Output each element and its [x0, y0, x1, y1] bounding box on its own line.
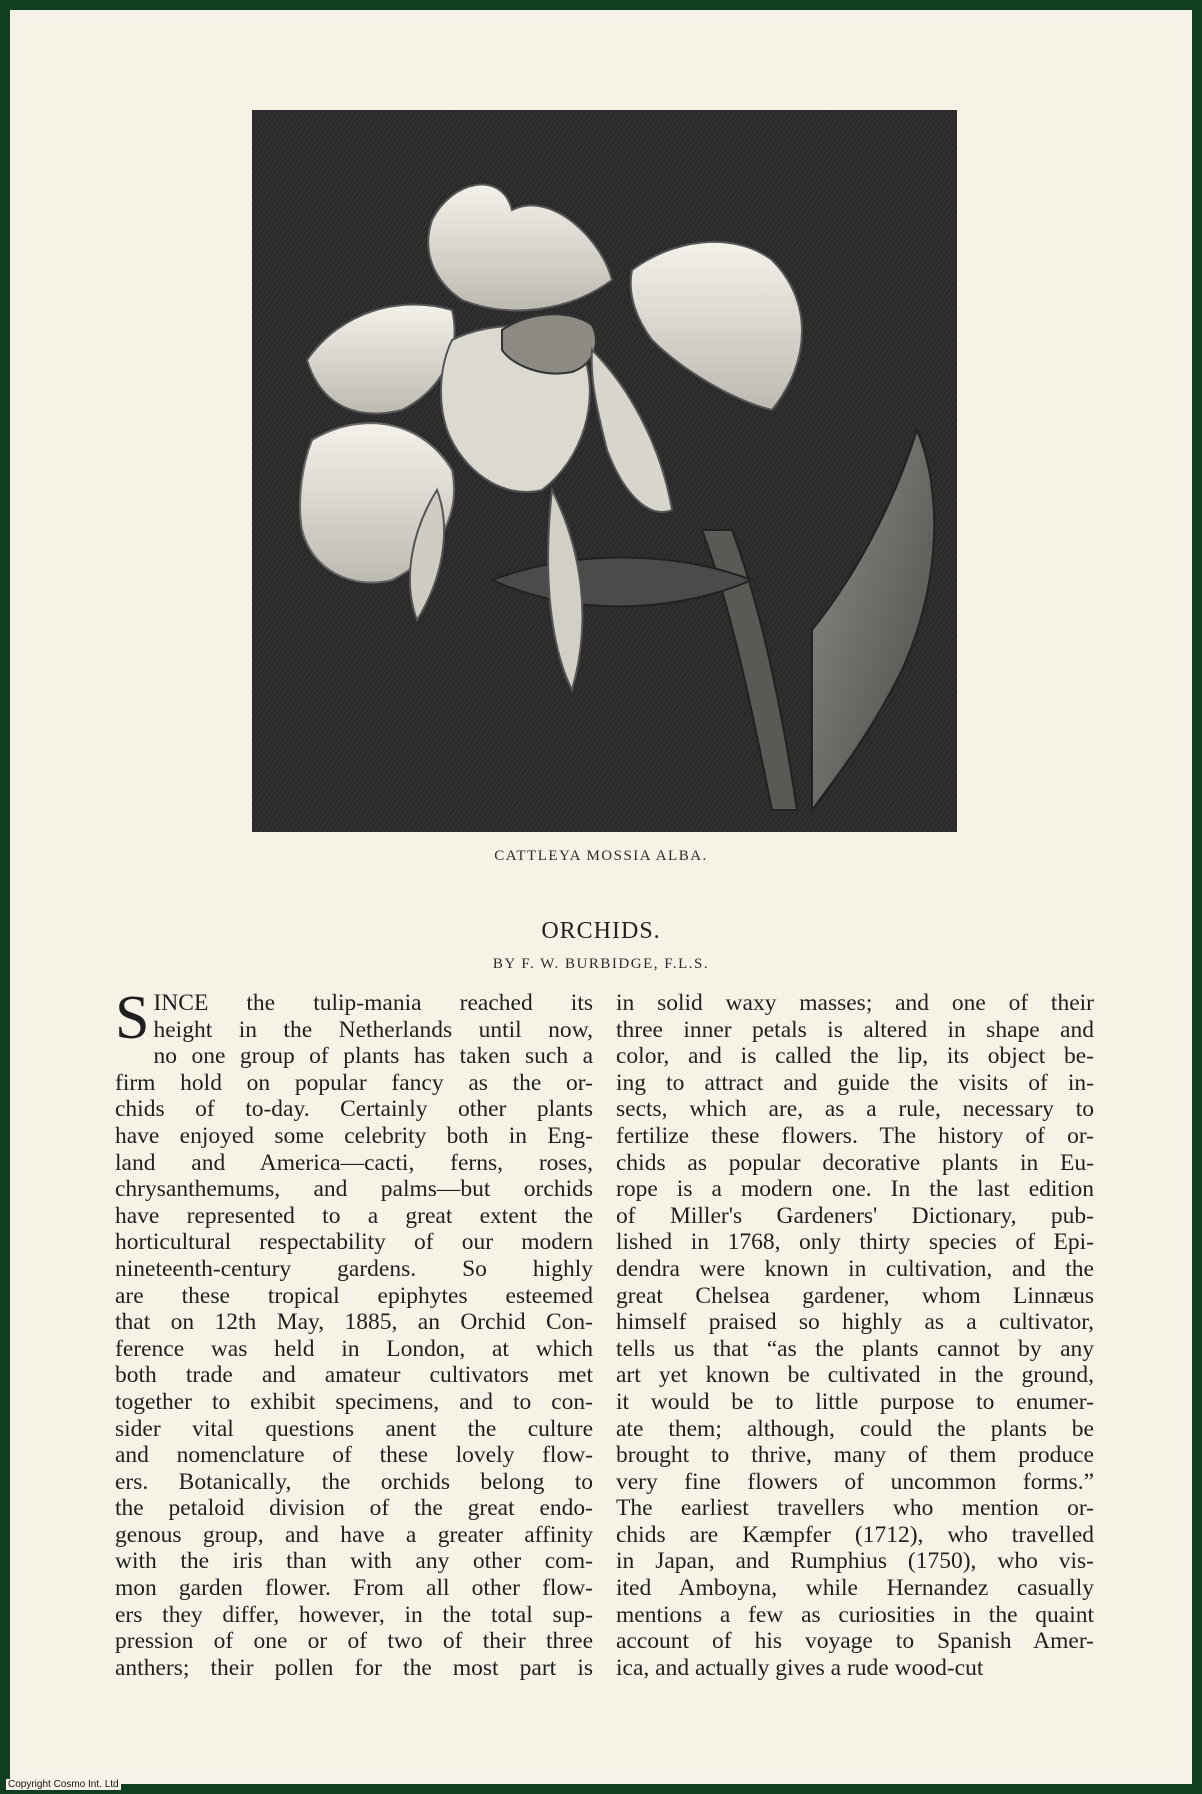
- article-title: ORCHIDS.: [541, 918, 661, 944]
- text-line: ited Amboyna, while Hernandez casually: [616, 1575, 1094, 1602]
- text-line: lished in 1768, only thirty species of Epi-: [616, 1229, 1094, 1256]
- text-line: brought to thrive, many of them produce: [616, 1442, 1094, 1469]
- text-line: sider vital questions anent the culture: [115, 1415, 593, 1442]
- orchid-illustration: [252, 110, 957, 832]
- text-line: The earliest travellers who mention or-: [616, 1495, 1094, 1522]
- text-line: ference was held in London, at which: [115, 1335, 593, 1362]
- text-line: genous group, and have a greater affinity: [115, 1521, 593, 1548]
- text-line: are these tropical epiphytes esteemed: [115, 1282, 593, 1309]
- text-line: ers. Botanically, the orchids belong to: [115, 1468, 593, 1495]
- text-line: pression of one or of two of their three: [115, 1628, 593, 1655]
- text-line: in solid waxy masses; and one of their: [616, 990, 1094, 1016]
- text-line: nineteenth-century gardens. So highly: [115, 1255, 593, 1282]
- text-line: ing to attract and guide the visits of in-: [616, 1069, 1094, 1096]
- text-line: three inner petals is altered in shape and: [616, 1016, 1094, 1043]
- text-line: rope is a modern one. In the last edition: [616, 1176, 1094, 1203]
- text-line: chids are Kæmpfer (1712), who travelled: [616, 1521, 1094, 1548]
- text-line: in Japan, and Rumphius (1750), who vis-: [616, 1548, 1094, 1575]
- text-line: chids as popular decorative plants in Eu-: [616, 1149, 1094, 1176]
- text-line: of Miller's Gardeners' Dictionary, pub-: [616, 1202, 1094, 1229]
- text-line: ica, and actually gives a rude wood-cut: [616, 1654, 984, 1681]
- text-line: firm hold on popular fancy as the or-: [115, 1069, 593, 1096]
- drop-cap: S: [115, 984, 150, 1052]
- text-line: both trade and amateur cultivators met: [115, 1362, 593, 1389]
- text-line: that on 12th May, 1885, an Orchid Con-: [115, 1309, 593, 1336]
- text-line: ate them; although, could the plants be: [616, 1415, 1094, 1442]
- text-line: sects, which are, as a rule, necessary to: [616, 1096, 1094, 1123]
- text-line: great Chelsea gardener, whom Linnæus: [616, 1282, 1094, 1309]
- text-line: have represented to a great extent the: [115, 1202, 593, 1229]
- text-line: no one group of plants has taken such a: [153, 1043, 593, 1070]
- text-line: mon garden flower. From all other flow-: [115, 1575, 593, 1602]
- text-line: very fine flowers of uncommon forms.”: [616, 1468, 1094, 1495]
- copyright-notice: Copyright Cosmo Int. Ltd: [8, 1779, 119, 1790]
- text-line: tells us that “as the plants cannot by any: [616, 1335, 1094, 1362]
- orchid-engraving-icon: [252, 110, 957, 832]
- text-line: himself praised so highly as a cultivator,: [616, 1309, 1094, 1336]
- text-line: dendra were known in cultivation, and the: [616, 1255, 1094, 1282]
- text-line: have enjoyed some celebrity both in Eng-: [115, 1122, 593, 1149]
- text-line: INCE the tulip-mania reached its: [153, 990, 593, 1016]
- text-line: art yet known be cultivated in the ground,: [616, 1362, 1094, 1389]
- right-column: [616, 990, 1094, 1690]
- text-line: the petaloid division of the great endo-: [115, 1495, 593, 1522]
- text-line: ers they differ, however, in the total sup-: [115, 1601, 593, 1628]
- text-line: fertilize these flowers. The history of or-: [616, 1122, 1094, 1149]
- text-line: height in the Netherlands until now,: [153, 1016, 593, 1043]
- text-line: land and America—cacti, ferns, roses,: [115, 1149, 593, 1176]
- text-line: chids of to-day. Certainly other plants: [115, 1096, 593, 1123]
- article-byline: BY F. W. BURBIDGE, F.L.S.: [492, 956, 710, 972]
- text-line: chrysanthemums, and palms—but orchids: [115, 1176, 593, 1203]
- text-line: color, and is called the lip, its object be-: [616, 1043, 1094, 1070]
- text-line: mentions a few as curiosities in the quaint: [616, 1601, 1094, 1628]
- text-line: and nomenclature of these lovely flow-: [115, 1442, 593, 1469]
- text-line: horticultural respectability of our modern: [115, 1229, 593, 1256]
- text-line: it would be to little purpose to enumer-: [616, 1388, 1094, 1415]
- left-column: [115, 984, 593, 1690]
- text-line: together to exhibit specimens, and to con-: [115, 1388, 593, 1415]
- text-line: with the iris than with any other com-: [115, 1548, 593, 1575]
- text-line: account of his voyage to Spanish Amer-: [616, 1628, 1094, 1655]
- text-line: anthers; their pollen for the most part is: [115, 1654, 593, 1681]
- figure-caption: CATTLEYA MOSSIA ALBA.: [494, 848, 708, 864]
